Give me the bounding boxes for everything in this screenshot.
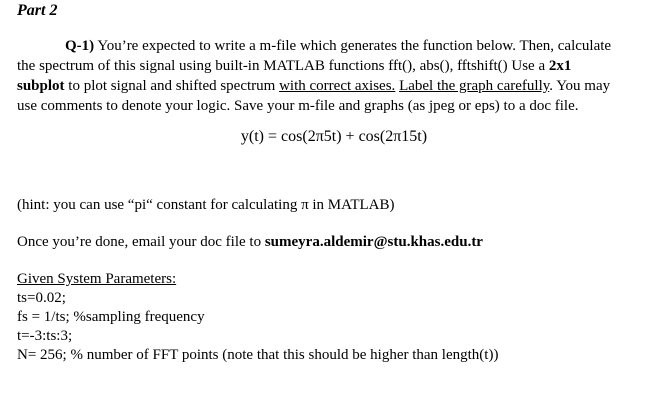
email-instruction [17,232,483,252]
param-line: fs = 1/ts; %sampling frequency [17,309,205,325]
axes-note: with correct axises. [279,78,396,94]
question-text-3a: to plot signal and shifted spectrum [64,78,280,94]
subplot-size: 2x1 [548,58,572,74]
email-prefix: Once you’re done, email your doc file to [17,234,265,250]
question-text-2: the spectrum of this signal using built-in MATLAB functions fft(), abs(), fftshift() Use a [17,58,549,74]
email-address: sumeyra.aldemir@stu.khas.edu.tr [264,234,483,250]
params-title: Given System Parameters: [17,271,177,287]
question-text-1: You’re expected to write a m-file which generates the function below. Then, calculate [94,38,612,54]
param-line: N= 256; % number of FFT points (note that this should be higher than length(t)) [17,347,499,363]
question-label: Q-1) [65,38,95,54]
question-text-4: use comments to denote your logic. Save your m-file and graphs (as jpeg or eps) to a doc file. [17,98,579,114]
question-line-4 [17,96,657,116]
question-paragraph [17,36,657,116]
question-text-3c: . You may [549,78,611,94]
question-line-1 [17,36,657,56]
subplot-word: subplot [17,78,65,94]
system-parameters [17,270,498,365]
param-line: t=-3:ts:3; [17,328,73,344]
param-line: ts=0.02; [17,290,66,306]
signal-equation: y(t) = cos(2π5t) + cos(2π15t) [240,128,428,145]
label-note: Label the graph carefully [399,78,550,94]
question-line-3 [17,76,657,96]
part-heading: Part 2 [17,2,58,19]
question-line-2 [17,56,657,76]
hint-text: (hint: you can use “pi“ constant for calculating π in MATLAB) [17,197,395,213]
